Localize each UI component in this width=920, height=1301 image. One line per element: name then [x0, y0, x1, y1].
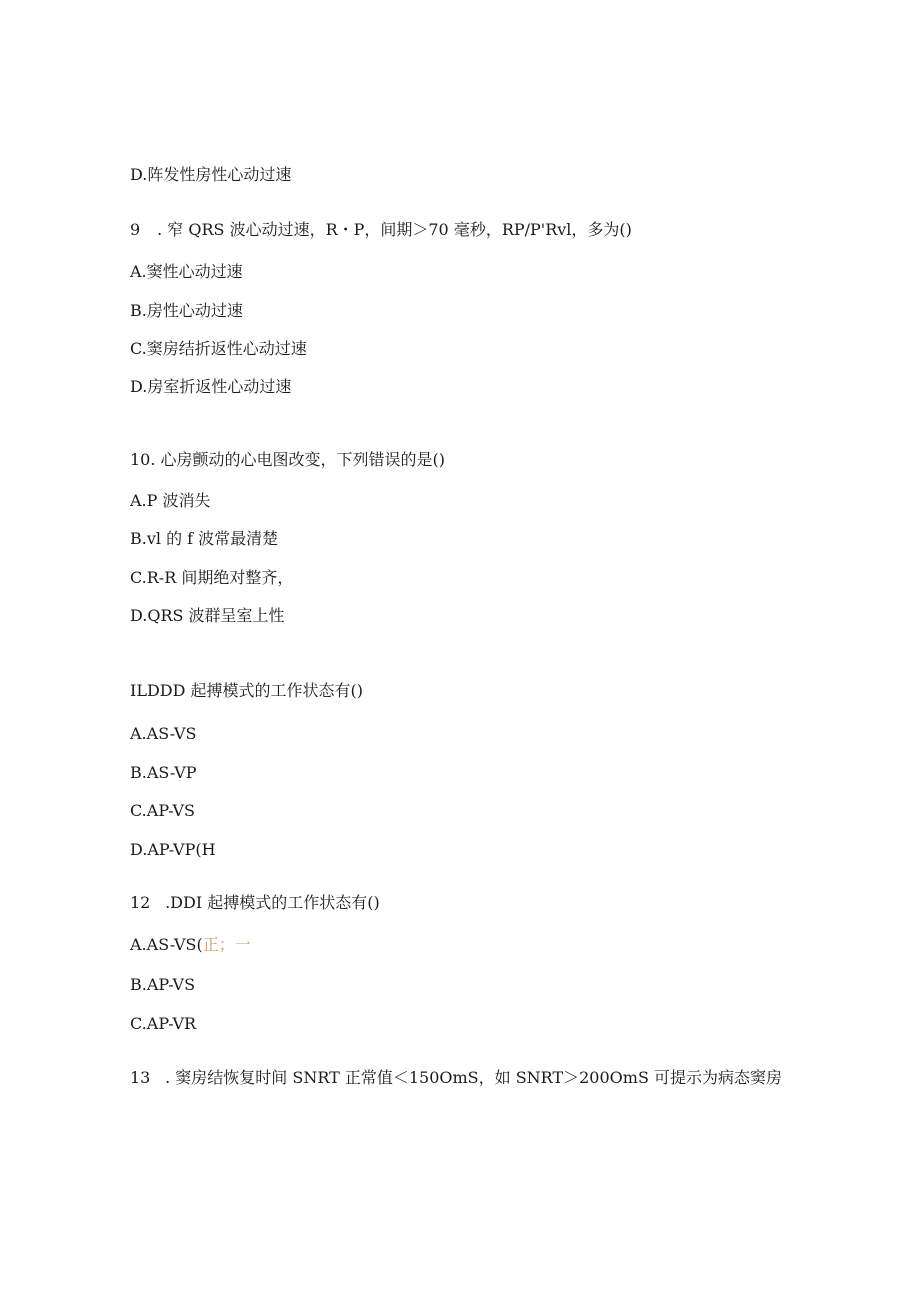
option-line	[130, 975, 195, 995]
option-text: B.AP-VS	[130, 975, 196, 994]
question-line	[130, 450, 445, 470]
question-text: 10. 心房颤动的心电图改变，下列错误的是()	[130, 450, 446, 469]
option-text: C.R-R 间期绝对整齐，	[130, 568, 294, 587]
question-line	[130, 220, 632, 240]
option-text: A.窦性心动过速	[130, 262, 243, 281]
faint-annotation: 正；一	[202, 935, 251, 954]
question-line	[130, 1068, 782, 1088]
option-text: A.P 波消失	[130, 491, 211, 510]
question-number: 9	[130, 220, 141, 239]
option-line	[130, 339, 307, 359]
option-line	[130, 724, 197, 744]
question-text: . 窄 QRS 波心动过速，R・P，间期＞70 毫秒，RP/P'Rvl，多为()	[157, 220, 632, 239]
option-line	[130, 165, 291, 185]
question-text: .DDI 起搏模式的工作状态有()	[165, 893, 380, 912]
option-text: B.vl 的 f 波常最清楚	[130, 529, 279, 548]
question-number: 12	[130, 893, 151, 912]
option-line	[130, 935, 251, 955]
question-line	[130, 681, 363, 701]
option-text: A.AS-VS(	[130, 935, 203, 954]
question-text: . 窦房结恢复时间 SNRT 正常值＜150OmS，如 SNRT＞200OmS 可提示为病态窦房	[165, 1068, 782, 1087]
option-text: D.QRS 波群呈室上性	[130, 606, 285, 625]
option-line	[130, 377, 291, 397]
question-text: ILDDD 起搏模式的工作状态有()	[130, 681, 364, 700]
option-line	[130, 606, 285, 626]
option-line	[130, 1014, 196, 1034]
option-text: B.房性心动过速	[130, 301, 243, 320]
option-text: C.AP-VR	[130, 1014, 197, 1033]
option-line	[130, 801, 195, 821]
question-line	[130, 893, 380, 913]
option-text: D.AP-VP(H	[130, 840, 216, 859]
option-text: A.AS-VS	[130, 724, 197, 743]
option-text: C.窦房结折返性心动过速	[130, 339, 307, 358]
option-text: B.AS-VP	[130, 763, 197, 782]
question-number: 13	[130, 1068, 151, 1087]
option-line	[130, 491, 211, 511]
option-text: D.阵发性房性心动过速	[130, 165, 292, 184]
option-line	[130, 568, 293, 588]
option-line	[130, 301, 243, 321]
option-line	[130, 529, 278, 549]
option-text: C.AP-VS	[130, 801, 195, 820]
option-line	[130, 840, 216, 860]
option-text: D.房室折返性心动过速	[130, 377, 292, 396]
option-line	[130, 763, 197, 783]
option-line	[130, 262, 243, 282]
